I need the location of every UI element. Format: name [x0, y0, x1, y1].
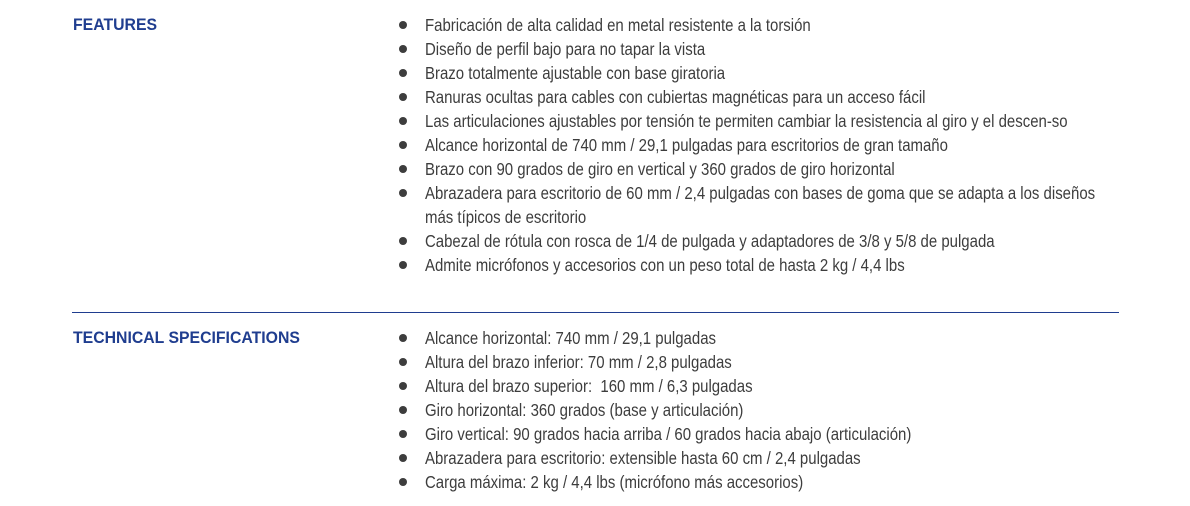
technical-specifications-heading: TECHNICAL SPECIFICATIONS: [73, 328, 300, 347]
list-item: Abrazadera para escritorio: extensible hasta 60 cm / 2,4 pulgadas: [398, 446, 1116, 470]
section-divider: [72, 312, 1119, 313]
bullet-icon: [399, 382, 407, 390]
list-item: Diseño de perfil bajo para no tapar la vista: [398, 37, 1116, 61]
list-item: Giro vertical: 90 grados hacia arriba / 60 grados hacia abajo (articulación): [398, 422, 1116, 446]
bullet-icon: [399, 117, 407, 125]
list-item: Alcance horizontal: 740 mm / 29,1 pulgadas: [398, 326, 1116, 350]
bullet-icon: [399, 237, 407, 245]
bullet-icon: [399, 406, 407, 414]
bullet-icon: [399, 261, 407, 269]
list-item: Las articulaciones ajustables por tensión te permiten cambiar la resistencia al giro y el descen-so: [398, 109, 1116, 133]
bullet-icon: [399, 430, 407, 438]
bullet-icon: [399, 141, 407, 149]
bullet-icon: [399, 358, 407, 366]
list-item: Fabricación de alta calidad en metal resistente a la torsión: [398, 13, 1116, 37]
features-list: [398, 13, 1116, 277]
list-item: Altura del brazo superior: 160 mm / 6,3 pulgadas: [398, 374, 1116, 398]
bullet-icon: [399, 454, 407, 462]
bullet-icon: [399, 93, 407, 101]
list-item: Carga máxima: 2 kg / 4,4 lbs (micrófono más accesorios): [398, 470, 1116, 494]
list-item: Alcance horizontal de 740 mm / 29,1 pulgadas para escritorios de gran tamaño: [398, 133, 1116, 157]
technical-specifications-list: [398, 326, 1116, 494]
list-item: Cabezal de rótula con rosca de 1/4 de pulgada y adaptadores de 3/8 y 5/8 de pulgada: [398, 229, 1116, 253]
bullet-icon: [399, 45, 407, 53]
bullet-icon: [399, 21, 407, 29]
bullet-icon: [399, 334, 407, 342]
list-item: Ranuras ocultas para cables con cubiertas magnéticas para un acceso fácil: [398, 85, 1116, 109]
list-item: Giro horizontal: 360 grados (base y articulación): [398, 398, 1116, 422]
bullet-icon: [399, 478, 407, 486]
bullet-icon: [399, 165, 407, 173]
bullet-icon: [399, 189, 407, 197]
list-item: Altura del brazo inferior: 70 mm / 2,8 pulgadas: [398, 350, 1116, 374]
features-heading: FEATURES: [73, 15, 158, 34]
list-item: Brazo totalmente ajustable con base giratoria: [398, 61, 1116, 85]
bullet-icon: [399, 69, 407, 77]
list-item: Abrazadera para escritorio de 60 mm / 2,4 pulgadas con bases de goma que se adapta a los diseños más típicos de escritorio: [398, 181, 1116, 229]
list-item: Admite micrófonos y accesorios con un peso total de hasta 2 kg / 4,4 lbs: [398, 253, 1116, 277]
list-item: Brazo con 90 grados de giro en vertical y 360 grados de giro horizontal: [398, 157, 1116, 181]
